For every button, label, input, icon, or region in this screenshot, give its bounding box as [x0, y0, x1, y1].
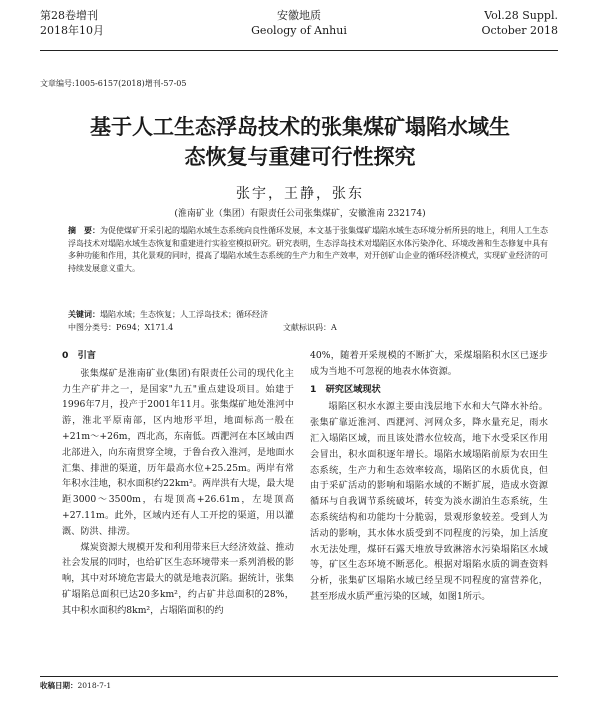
section-heading-intro: 0 引言	[62, 350, 96, 361]
article-number: 文章编号:1005-6157(2018)增刊-57-05	[40, 79, 187, 88]
doc-code	[283, 322, 337, 334]
paragraph: 煤炭资源大规模开发和利用带来巨大经济效益、推动社会发展的同时，也给矿区生态环境带来一系列消极的影响，其中对环境危害最大的就是地表沉陷。据统计，张集矿塌陷总面积已达20多km²，约占矿井总面积的28%，其中积水面积约8km²，占塌陷面积的约	[62, 541, 294, 616]
header-volume-issue: 第28卷增刊	[40, 9, 98, 22]
abstract-label: 摘 要：	[68, 226, 100, 235]
section-heading-study-area: 1 研究区域现状	[310, 383, 381, 395]
paragraph: 张集煤矿是淮南矿业(集团)有限责任公司的现代化主力生产矿井之一，是国家"九五"重点建设项目。始建于1996年7月，投产于2001年11月。张集煤矿地处淮河中游，淮北平原南部，区内地形平坦，地面标高一般在+21m～+26m，西北高，东南低。西淝河在本区域由西北部进入，向东南贯穿全境，于鲁台孜入淮河，是地面水汇集、排泄的渠道，历年最高水位+25.25m。两岸有常年积水洼地，积水面积约22km²。两岸洪有大堤，最大堤距3000～3500m，右堤顶高+26.61m，左堤顶高+27.11m。此外，区域内还有人工开挖的渠道，用以灌溉、防洪、排涝。	[62, 367, 294, 537]
running-header	[40, 8, 558, 51]
header-journal	[40, 8, 558, 38]
right-column	[310, 348, 548, 605]
keywords-text: 塌陷水域；生态恢复；人工浮岛技术；循环经济	[100, 310, 268, 319]
header-date: 2018年10月	[40, 24, 104, 37]
doc-code-value: A	[331, 323, 337, 332]
paper-title	[28, 112, 572, 172]
header-journal-en: Geology of Anhui	[251, 24, 347, 37]
paragraph: 塌陷区积水水源主要由浅层地下水和大气降水补给。张集矿靠近淮河、西淝河、河网众多，降水量充足，雨水汇入塌陷区域，而且该处潜水位较高，地下水受采区作用会冒出，积水面积逐年增长。塌陷水域塌陷前原为农田生态系统，生产力和生态效率较高，塌陷区的水质优良，但由于采矿活动的影响和塌陷水域的不断扩展，造成水资源循环与自我调节系统破坏，转变为淡水湖泊生态系统，生态系统结构和功能均十分脆弱，景观形象较差。受到人为活动的影响，其水体水质受到不同程度的污染，加上活度水无法处理，煤矸石露天堆放导致淋溶水污染塌陷区水域等，矿区生态环境不断恶化。根据对塌陷水质的调查资料分析，张集矿区塌陷水域已经呈现不同程度的富营养化，甚至形成水质严重污染的区域，如图1所示。	[310, 401, 548, 602]
received-date-value: 2018-7-1	[77, 681, 112, 690]
received-date-label: 收稿日期：	[40, 681, 78, 690]
title-line-2: 态恢复与重建可行性探究	[184, 145, 416, 169]
header-date-en: October 2018	[481, 24, 558, 37]
doc-code-label: 文献标识码：	[283, 323, 331, 332]
authors: 张宇，王静，张东	[236, 186, 364, 202]
affiliation: (淮南矿业（集团）有限责任公司张集煤矿，安徽淮南 232174)	[174, 209, 426, 219]
footnote	[40, 676, 558, 691]
clc-label: 中图分类号：	[68, 323, 116, 332]
clc-value: P694；X171.4	[116, 323, 174, 332]
abstract-text: 为促使煤矿开采引起的塌陷水域生态系统向良性循环发展，本文基于张集煤矿塌陷水域生态环境分析所县的地上，利用人工生态浮岛技术对塌陷水域生态恢复和重建进行实验室模拟研究。研究表明，生态浮岛技术对塌陷区水体污染净化、环境改善和生态修复中具有多种功能和作用，其化景观的同时，提高了塌陷水域生态系统的生产力和生产效率，对开创矿山企业的循环经济模式，实现矿业经济的可持续发展意义重大。	[68, 226, 548, 273]
classification	[68, 322, 548, 334]
title-line-1: 基于人工生态浮岛技术的张集煤矿塌陷水域生	[90, 115, 510, 139]
abstract	[68, 225, 548, 275]
paragraph: 40%，随着开采规模的不断扩大，采煤塌陷积水区已逐步成为当地不可忽视的地表水体资源。	[310, 350, 548, 377]
left-column	[62, 348, 294, 619]
header-vol-suppl: Vol.28 Suppl.	[484, 9, 558, 22]
keywords	[68, 308, 548, 321]
keywords-label: 关键词：	[68, 309, 100, 319]
header-volume-en	[481, 8, 558, 38]
header-journal-cn: 安徽地质	[277, 9, 321, 22]
